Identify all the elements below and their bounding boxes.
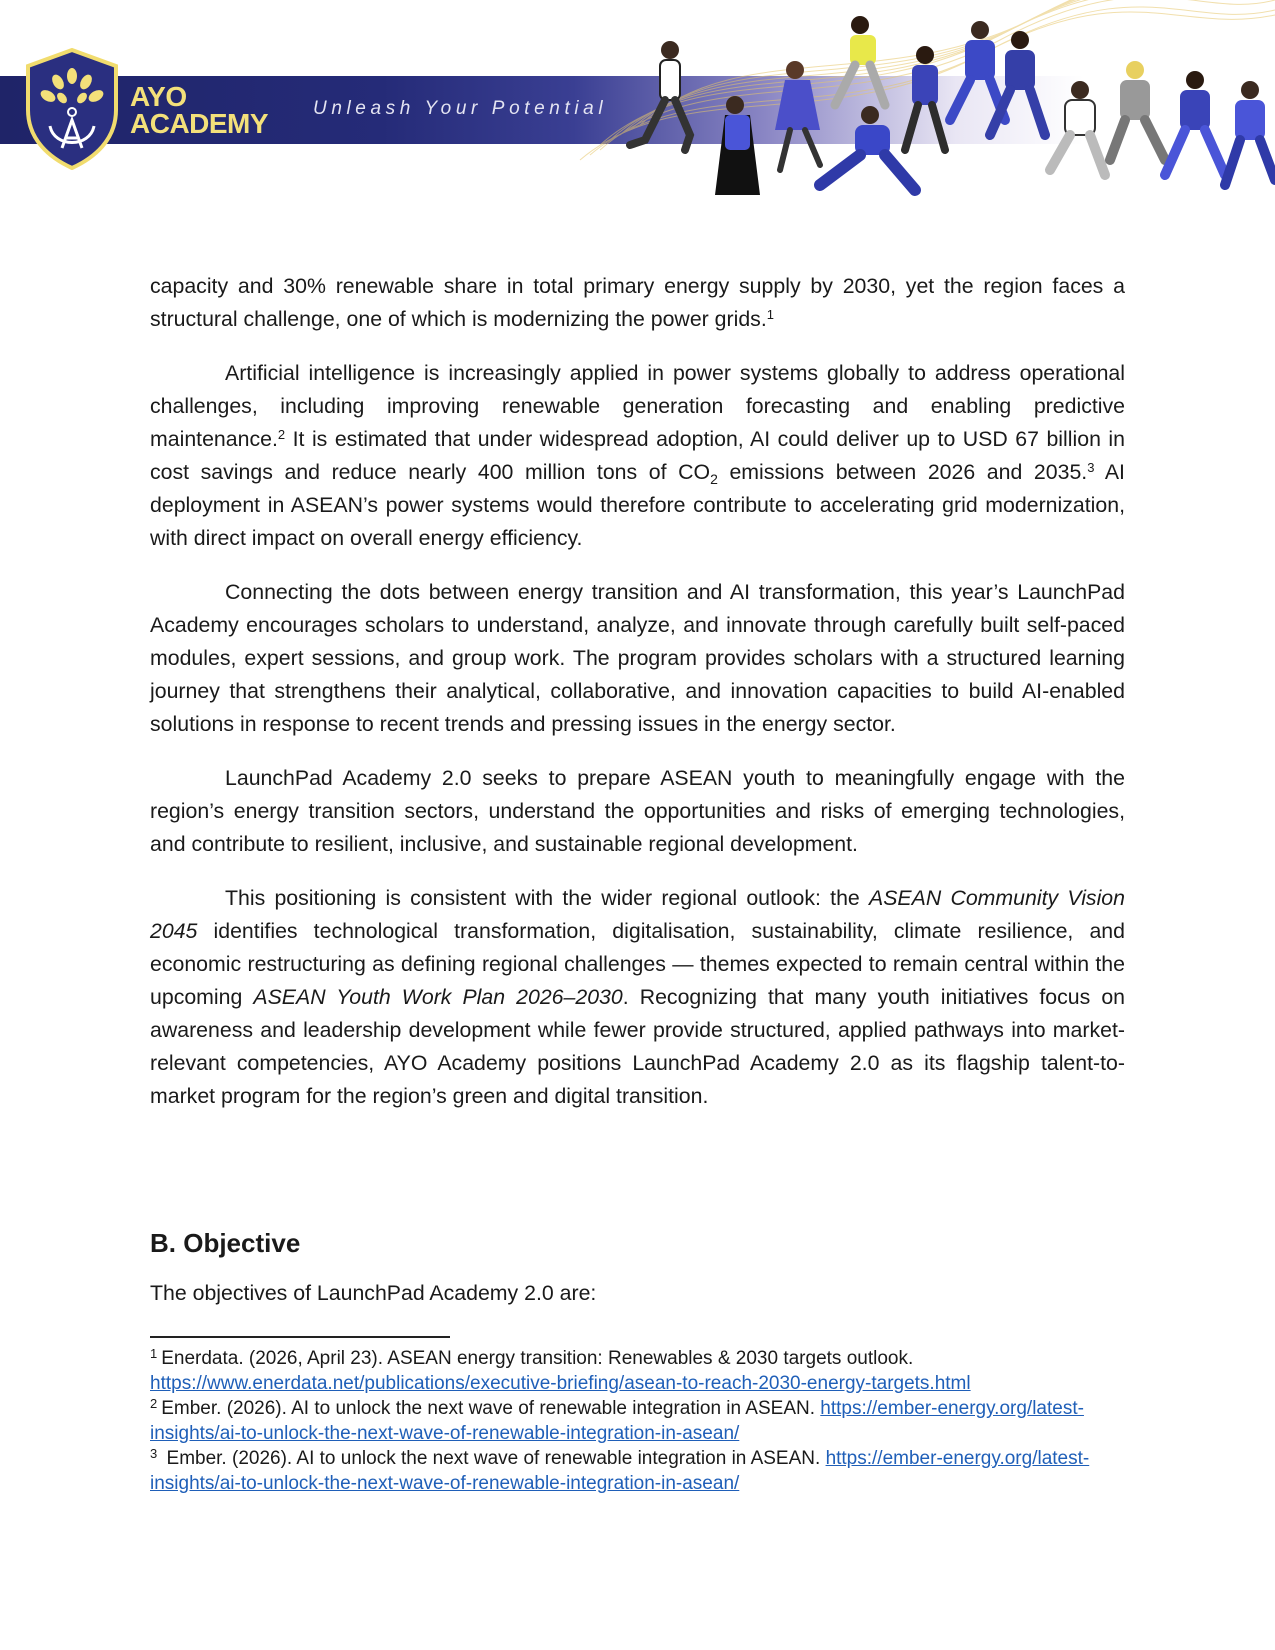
section-title-objective: B. Objective [150, 1228, 301, 1258]
footnote-ref-1[interactable]: 1 [766, 307, 774, 322]
paragraph-1: capacity and 30% renewable share in total primary energy supply by 2030, yet the region faces a structural challenge, one of which is modernizing the power grids.$^1$ [150, 274, 1125, 331]
running-people-illustration-icon [620, 10, 1275, 205]
paragraph-5: This positioning is consistent with the wider regional outlook: the ASEAN Community Vision 2045 identifies technological transformation, digitalisation, sustainability, climate resilience, and economic restructuring as defining regional challenges — themes expected to remain central within the upcoming ASEAN Youth Work Plan 2026–2030. Recognizing that many youth initiatives focus on awareness and leadership development while fewer provide structured, applied pathways into market-relevant competencies, AYO Academy positions LaunchPad Academy 2.0 as its flagship talent-to-market program for the region’s green and digital transition. [150, 886, 1126, 1108]
logo-line-academy: ACADEMY [130, 108, 269, 139]
paragraph-4: LaunchPad Academy 2.0 seeks to prepare ASEAN youth to meaningfully engage with the region’s energy transition sectors, understand the opportunities and risks of emerging technologies, and contribute to resilient, inclusive, and sustainable regional development. [150, 766, 1125, 856]
ayo-academy-logo-icon [24, 48, 120, 170]
footnote-3-link[interactable]: https://ember-energy.org/latest-insights/ai-to-unlock-the-next-wave-of-renewable-integration-in-asean/ [150, 1448, 1090, 1494]
subscript-2: 2 [710, 471, 718, 487]
footnote-ref-3[interactable]: 3 [1087, 460, 1095, 475]
page-header [0, 0, 1275, 215]
footnote-2: $^2$ Ember. (2026). AI to unlock the next wave of renewable integration in ASEAN. https://ember-energy.org/latest-insights/ai-to-unlock-the-next-wave-of-renewable-integration-in-asean/ [150, 1396, 1084, 1444]
footnote-2-link[interactable]: https://ember-energy.org/latest-insights/ai-to-unlock-the-next-wave-of-renewable-integration-in-asean/ [150, 1398, 1084, 1444]
footnotes [150, 1346, 1130, 1496]
paragraph-2: Artificial intelligence is increasingly applied in power systems globally to address operational challenges, including improving renewable generation forecasting and enabling predictive maintenance.$^2$ It is estimated that under widespread adoption, AI could deliver up to USD 67 billion in cost savings and reduce nearly 400 million tons of $CO_2$ emissions between 2026 and 2035.$^3$ AI deployment in ASEAN’s power systems would therefore contribute to accelerating grid modernization, with direct impact on overall energy efficiency. [150, 361, 1125, 550]
footnote-1-link[interactable]: https://www.enerdata.net/publications/executive-briefing/asean-to-reach-2030-energy-targets.html [150, 1373, 971, 1394]
paragraph-3: Connecting the dots between energy transition and AI transformation, this year’s LaunchPad Academy encourages scholars to understand, analyze, and innovate through carefully built self-paced modules, expert sessions, and group work. The program provides scholars with a structured learning journey that strengthens their analytical, collaborative, and innovation capacities to build AI-enabled solutions in response to recent trends and pressing issues in the energy sector. [150, 580, 1125, 736]
footnote-ref-2[interactable]: 2 [277, 427, 286, 442]
footnote-divider [150, 1336, 450, 1338]
document-body [150, 270, 1125, 1134]
logo-wordmark [130, 83, 268, 137]
objective-intro: The objectives of LaunchPad Academy 2.0 are: [150, 1281, 597, 1305]
logo-line-ayo: AYO [130, 81, 187, 112]
header-tagline: Unleash Your Potential [313, 98, 608, 119]
footnote-3: $^3$ Ember. (2026). AI to unlock the next wave of renewable integration in ASEAN. https://ember-energy.org/latest-insights/ai-to-unlock-the-next-wave-of-renewable-integration-in-asean/ [150, 1446, 1090, 1494]
footnote-1: $^1$ Enerdata. (2026, April 23). ASEAN energy transition: Renewables & 2030 targets outlook. https://www.enerdata.net/publications/executive-briefing/asean-to-reach-2030-energy-targets.html [150, 1346, 971, 1394]
